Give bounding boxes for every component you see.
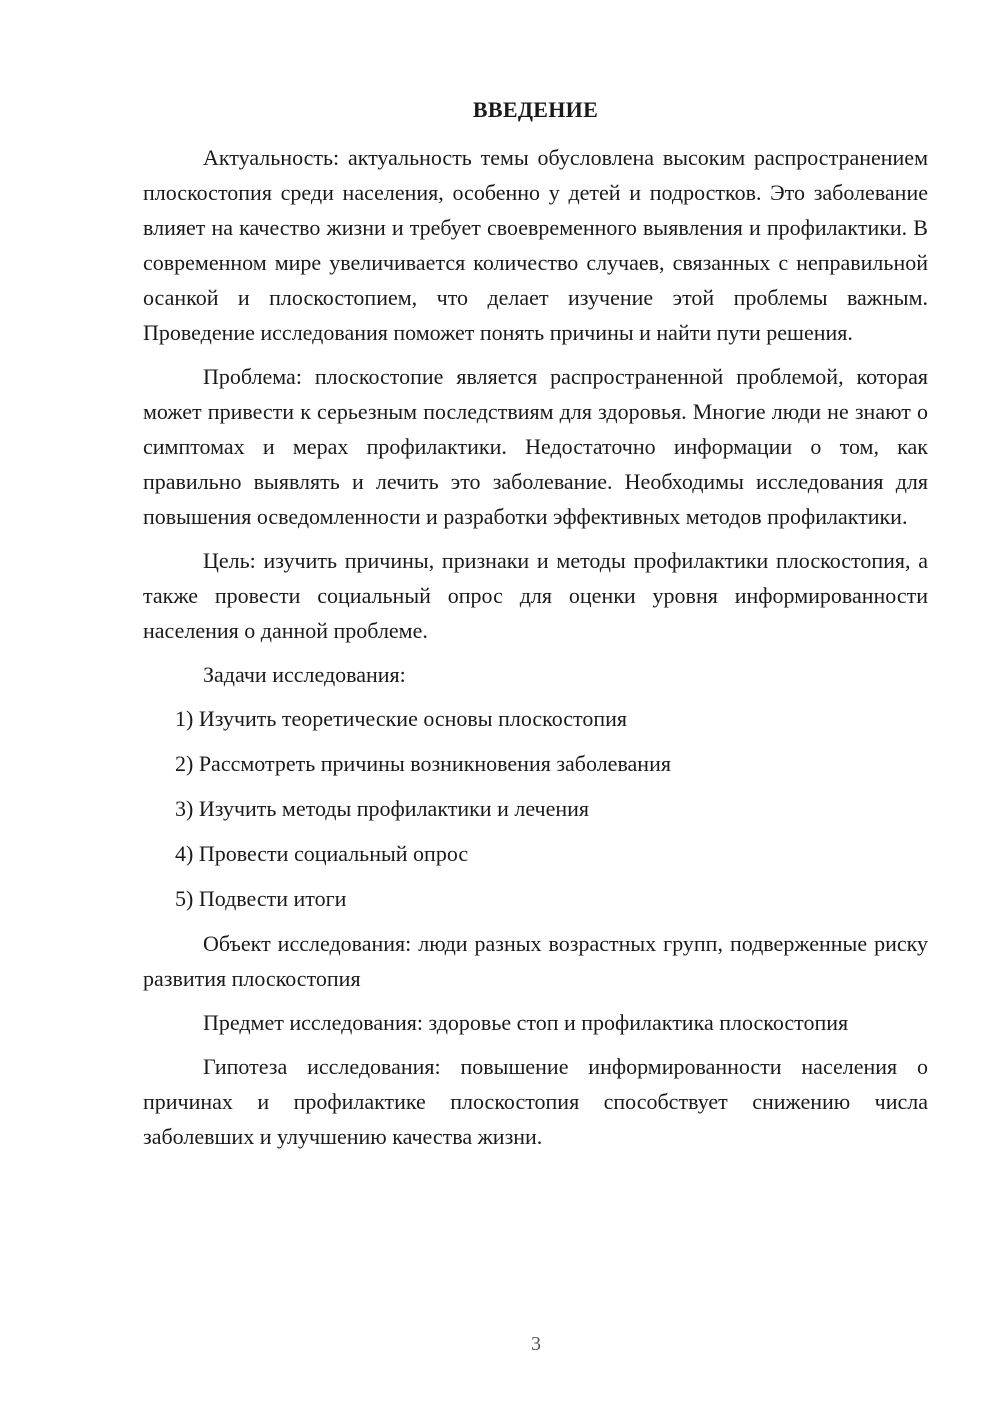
relevance-paragraph: Актуальность: актуальность темы обусловлена высоким распространением плоскостопия среди населения, особенно у детей и подростков. Это заболевание влияет на качество жизни и требует своевременного выявления и профилактики. В современном мире увеличивается количество случаев, связанных с неправильной осанкой и плоскостопием, что делает изучение этой проблемы важным. Проведение исследования поможет понять причины и найти пути решения. (143, 145, 928, 345)
tasks-heading: Задачи исследования: (203, 662, 406, 687)
task-item: 5) Подвести итоги (175, 886, 347, 911)
task-item: 1) Изучить теоретические основы плоскостопия (175, 706, 628, 731)
task-item: 3) Изучить методы профилактики и лечения (175, 796, 590, 821)
section-title: ВВЕДЕНИЕ (472, 97, 599, 122)
goal-paragraph: Цель: изучить причины, признаки и методы профилактики плоскостопия, а также провести социальный опрос для оценки уровня информированности населения о данной проблеме. (143, 548, 928, 643)
task-item: 4) Провести социальный опрос (175, 841, 469, 866)
subject-paragraph: Предмет исследования: здоровье стоп и профилактика плоскостопия (203, 1010, 849, 1035)
tasks-list (143, 701, 928, 916)
task-item: 2) Рассмотреть причины возникновения заболевания (175, 751, 671, 776)
page-number: 3 (531, 1333, 541, 1355)
hypothesis-paragraph: Гипотеза исследования: повышение информированности населения о причинах и профилактике плоскостопия способствует снижению числа заболевших и улучшению качества жизни. (143, 1054, 928, 1149)
problem-paragraph: Проблема: плоскостопие является распространенной проблемой, которая может привести к серьезным последствиям для здоровья. Многие люди не знают о симптомах и мерах профилактики. Недостаточно информации о том, как правильно выявлять и лечить это заболевание. Необходимы исследования для повышения осведомленности и разработки эффективных методов профилактики. (143, 364, 928, 529)
document-page (143, 92, 928, 1163)
object-paragraph: Объект исследования: люди разных возрастных групп, подверженные риску развития плоскостопия (143, 931, 928, 991)
